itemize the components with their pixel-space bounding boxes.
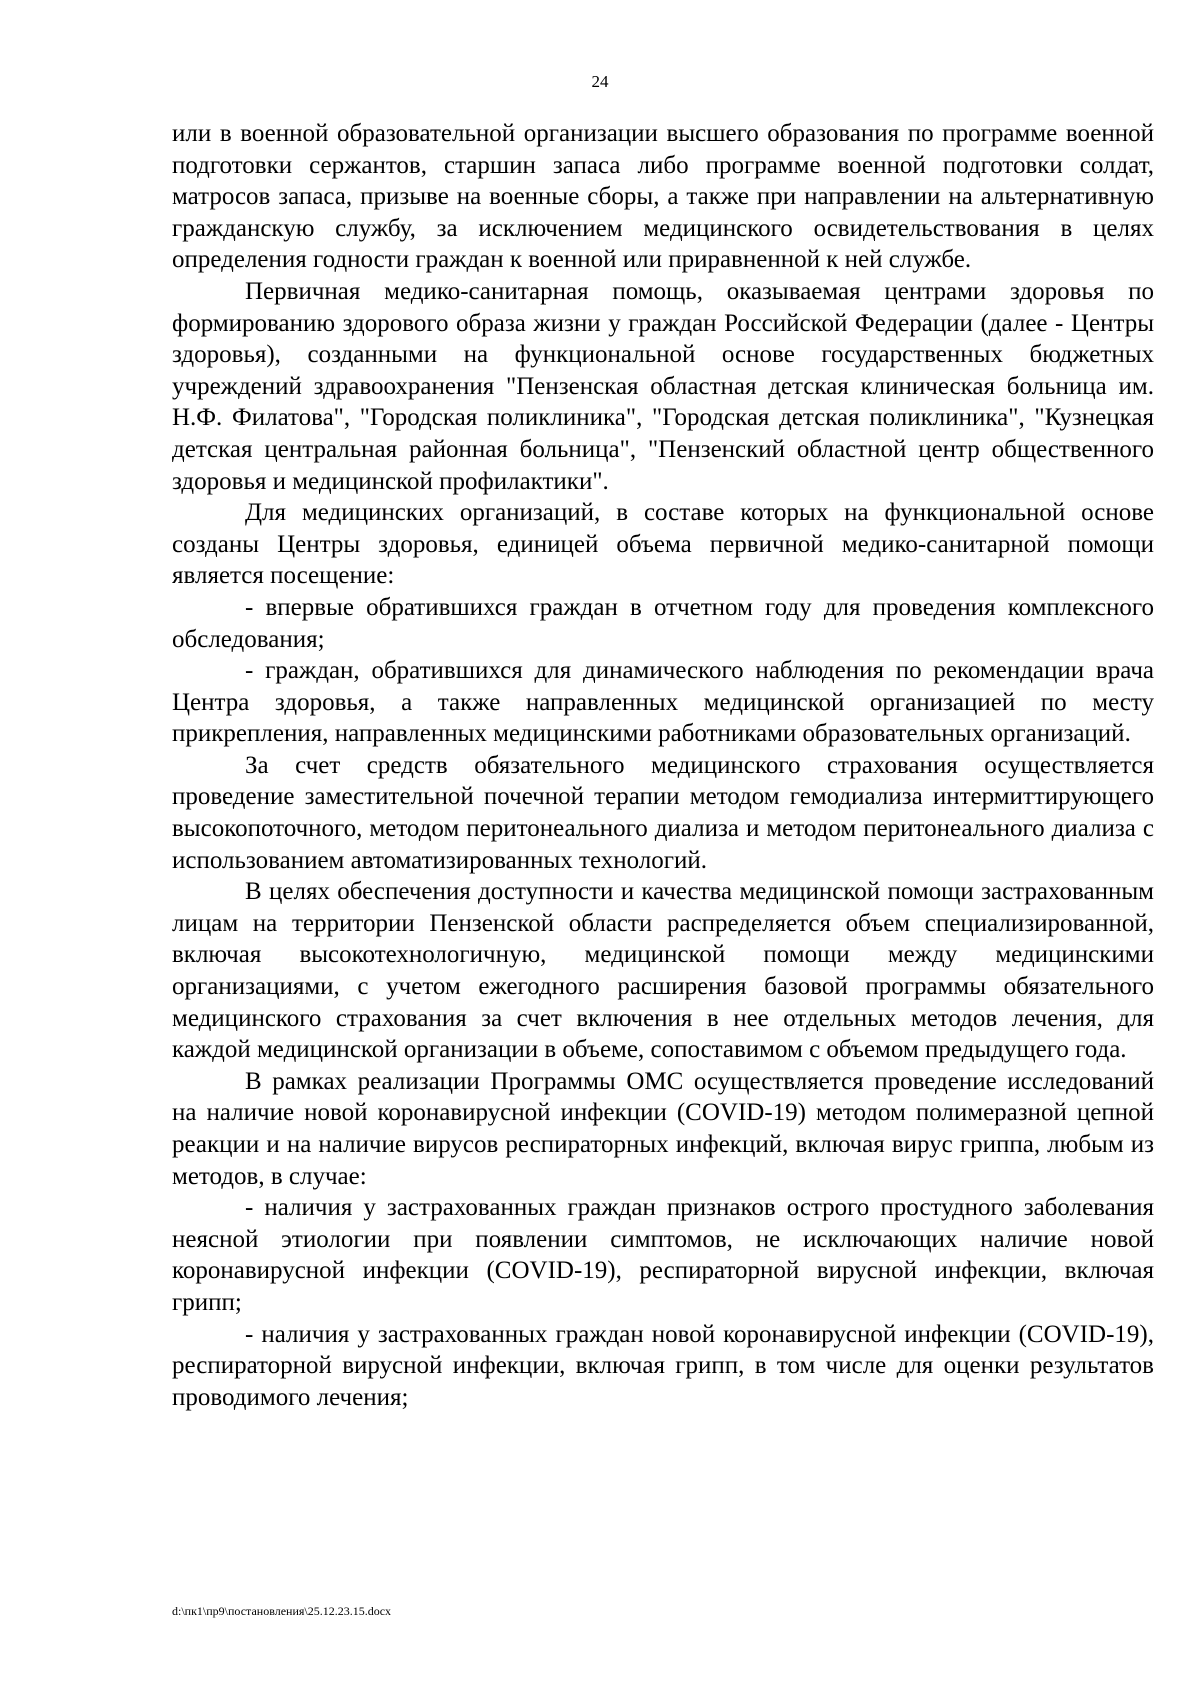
list-item-infection-present: - наличия у застрахованных граждан новой коронавирусной инфекции (COVID-19), респираторной вирусной инфекции, включая грипп, в том числе для оценки результатов проводимого лечения;	[172, 1320, 1154, 1411]
list-item-first-visit: - впервые обратившихся граждан в отчетном году для проведения комплексного обследования;	[172, 593, 1154, 653]
paragraph-covid-testing: В рамках реализации Программы ОМС осуществляется проведение исследований на наличие новой коронавирусной инфекции (COVID-19) методом полимеразной цепной реакции и на наличие вирусов респираторных инфекций, включая вирус гриппа, любым из методов, в случае:	[172, 1067, 1154, 1190]
paragraph-dialysis: За счет средств обязательного медицинского страхования осуществляется проведение заместительной почечной терапии методом гемодиализа интермиттирующего высокопоточного, методом перитонеального диализа и методом перитонеального диализа с использованием автоматизированных технологий.	[172, 751, 1154, 874]
paragraph-specialized-care: В целях обеспечения доступности и качества медицинской помощи застрахованным лицам на территории Пензенской области распределяется объем специализированной, включая высокотехнологичную, медицинской помощи между медицинскими организациями, с учетом ежегодного расширения базовой программы обязательного медицинского страхования за счет включения в нее отдельных методов лечения, для каждой медицинской организации в объеме, сопоставимом с объемом предыдущего года.	[172, 878, 1154, 1064]
document-body	[172, 118, 1154, 1413]
list-item-dynamic-observation: - граждан, обратившихся для динамического наблюдения по рекомендации врача Центра здоровья, а также направленных медицинской организацией по месту прикрепления, направленных медицинскими работниками образовательных организаций.	[172, 657, 1154, 748]
page-number: 24	[591, 72, 609, 91]
paragraph-volume-unit: Для медицинских организаций, в составе которых на функциональной основе созданы Центры здоровья, единицей объема первичной медико-санитарной помощи является посещение:	[172, 499, 1154, 590]
list-item-symptoms: - наличия у застрахованных граждан признаков острого простудного заболевания неясной этиологии при появлении симптомов, не исключающих наличие новой коронавирусной инфекции (COVID-19), респираторной вирусной инфекции, включая грипп;	[172, 1194, 1154, 1316]
footer-file-path: d:\пк1\пр9\постановления\25.12.23.15.docx	[172, 1604, 392, 1618]
paragraph-health-centers: Первичная медико-санитарная помощь, оказываемая центрами здоровья по формированию здорового образа жизни у граждан Российской Федерации (далее - Центры здоровья), созданными на функциональной основе государственных бюджетных учреждений здравоохранения "Пензенская областная детская клиническая больница им. Н.Ф. Филатова", "Городская поликлиника", "Городская детская поликлиника", "Кузнецкая детская центральная районная больница", "Пензенский областной центр общественного здоровья и медицинской профилактики".	[172, 277, 1154, 495]
paragraph-continuation: или в военной образовательной организации высшего образования по программе военной подготовки сержантов, старшин запаса либо программе военной подготовки солдат, матросов запаса, призыве на военные сборы, а также при направлении на альтернативную гражданскую службу, за исключением медицинского освидетельствования в целях определения годности граждан к военной или приравненной к ней службе.	[172, 120, 1154, 274]
